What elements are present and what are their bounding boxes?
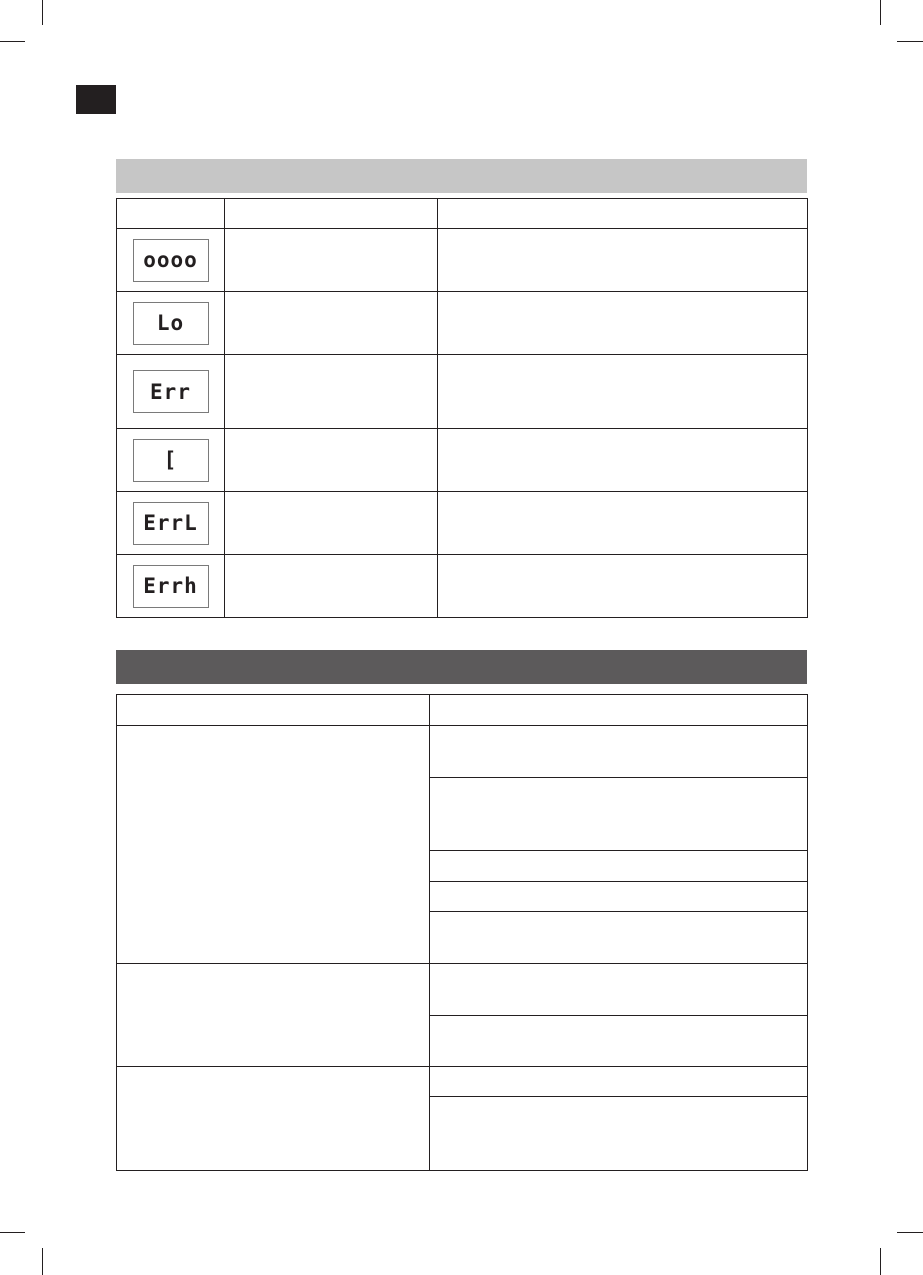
table-row (117, 292, 808, 355)
lcd-cell (117, 555, 225, 618)
crop-mark (0, 41, 25, 42)
solution-cell (430, 912, 808, 964)
lcd-display: oooo (133, 239, 209, 282)
solution-cell (430, 1067, 808, 1097)
display-messages-table (116, 198, 808, 618)
table-header-row (117, 695, 808, 726)
crop-mark (880, 0, 881, 25)
solution-cell (430, 1016, 808, 1067)
solution-cell (430, 778, 808, 851)
crop-mark (897, 1232, 923, 1233)
lcd-display: Errh (133, 565, 209, 608)
lcd-display: ErrL (133, 502, 209, 545)
table-row (117, 964, 808, 1016)
meaning-cell (225, 229, 438, 292)
problem-cell (117, 1067, 430, 1171)
header-meaning (225, 199, 438, 229)
crop-mark (897, 41, 923, 42)
table-row (117, 492, 808, 555)
crop-mark (42, 0, 43, 25)
troubleshooting-table (116, 694, 808, 1171)
lcd-cell (117, 355, 225, 429)
meaning-cell (225, 429, 438, 492)
lcd-cell (117, 429, 225, 492)
meaning-cell (225, 555, 438, 618)
solution-cell (430, 1097, 808, 1171)
crop-mark (0, 1232, 25, 1233)
remedy-cell (438, 429, 808, 492)
remedy-cell (438, 292, 808, 355)
table-row (117, 1067, 808, 1097)
solution-cell (430, 882, 808, 912)
table-row (117, 355, 808, 429)
remedy-cell (438, 492, 808, 555)
header-solution (430, 695, 808, 726)
problem-cell (117, 964, 430, 1067)
crop-mark (880, 1248, 881, 1275)
lcd-cell (117, 492, 225, 555)
meaning-cell (225, 492, 438, 555)
solution-cell (430, 851, 808, 882)
table-header-row (117, 199, 808, 229)
section-header-display-messages (116, 159, 807, 193)
header-remedy (438, 199, 808, 229)
lcd-cell (117, 292, 225, 355)
table-row (117, 726, 808, 778)
remedy-cell (438, 229, 808, 292)
problem-cell (117, 726, 430, 964)
crop-mark (42, 1248, 43, 1275)
meaning-cell (225, 292, 438, 355)
table-row (117, 429, 808, 492)
lcd-display: Lo (133, 302, 209, 345)
header-problem (117, 695, 430, 726)
lcd-display: Err (133, 370, 209, 413)
language-tab (76, 85, 116, 114)
lcd-display: [ (133, 439, 209, 482)
remedy-cell (438, 555, 808, 618)
solution-cell (430, 726, 808, 778)
header-display (117, 199, 225, 229)
meaning-cell (225, 355, 438, 429)
solution-cell (430, 964, 808, 1016)
table-row (117, 555, 808, 618)
remedy-cell (438, 355, 808, 429)
lcd-cell (117, 229, 225, 292)
section-header-troubleshooting (116, 650, 807, 684)
table-row (117, 229, 808, 292)
